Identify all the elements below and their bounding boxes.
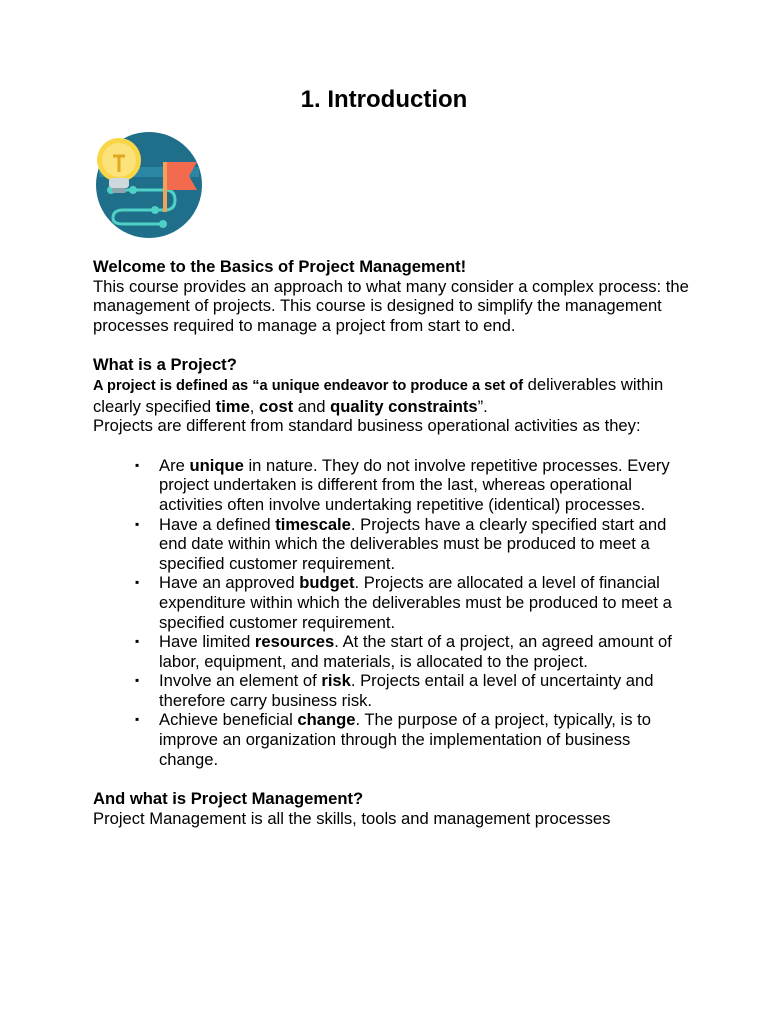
bullet-icon: ▪ [135,634,140,649]
list-item: ▪ Achieve beneficial change. The purpose of a project, typically, is to improve an organization through the implementation of business change. [135,710,651,769]
lightbulb-flag-icon [93,132,205,238]
project-definition: A project is defined as “a unique endeavor to produce a set of deliverables within clearly specified time, cost and quality constraints”. [93,374,664,416]
project-intro: Projects are different from standard business operational activities as they: [93,416,641,436]
project-heading: What is a Project? [93,355,237,375]
project-characteristics-list [93,456,693,770]
list-item: ▪ Have limited resources. At the start of a project, an agreed amount of labor, equipment, and materials, is allocated to the project. [135,632,672,671]
list-item: ▪ Have an approved budget. Projects are allocated a level of financial expenditure within which the deliverables must be produced to meet a specified customer requirement. [135,573,672,632]
pm-text: Project Management is all the skills, tools and management processes [93,808,611,828]
document-body [93,257,693,828]
bullet-icon: ▪ [135,712,140,727]
list-item: ▪ Have a defined timescale. Projects have a clearly specified start and end date within which the deliverables must be produced to meet a specified customer requirement. [135,514,667,573]
pm-heading: And what is Project Management? [93,789,364,809]
bullet-icon: ▪ [135,673,140,688]
list-item: ▪ Involve an element of risk. Projects entail a level of uncertainty and therefore carry business risk. [135,671,654,710]
welcome-text: This course provides an approach to what many consider a complex process: the management of projects. This course is designed to simplify the management processes required to manage a project from start to end. [93,276,689,335]
bullet-icon: ▪ [135,457,140,472]
bullet-icon: ▪ [135,575,140,590]
page-title: 1. Introduction [300,86,468,113]
list-item: ▪ Are unique in nature. They do not involve repetitive processes. Every project undertaken is different from the last, whereas operational activities often involve undertaking repetitive (identical) processes. [135,455,670,514]
welcome-heading: Welcome to the Basics of Project Management! [93,257,467,276]
bullet-icon: ▪ [135,516,140,531]
